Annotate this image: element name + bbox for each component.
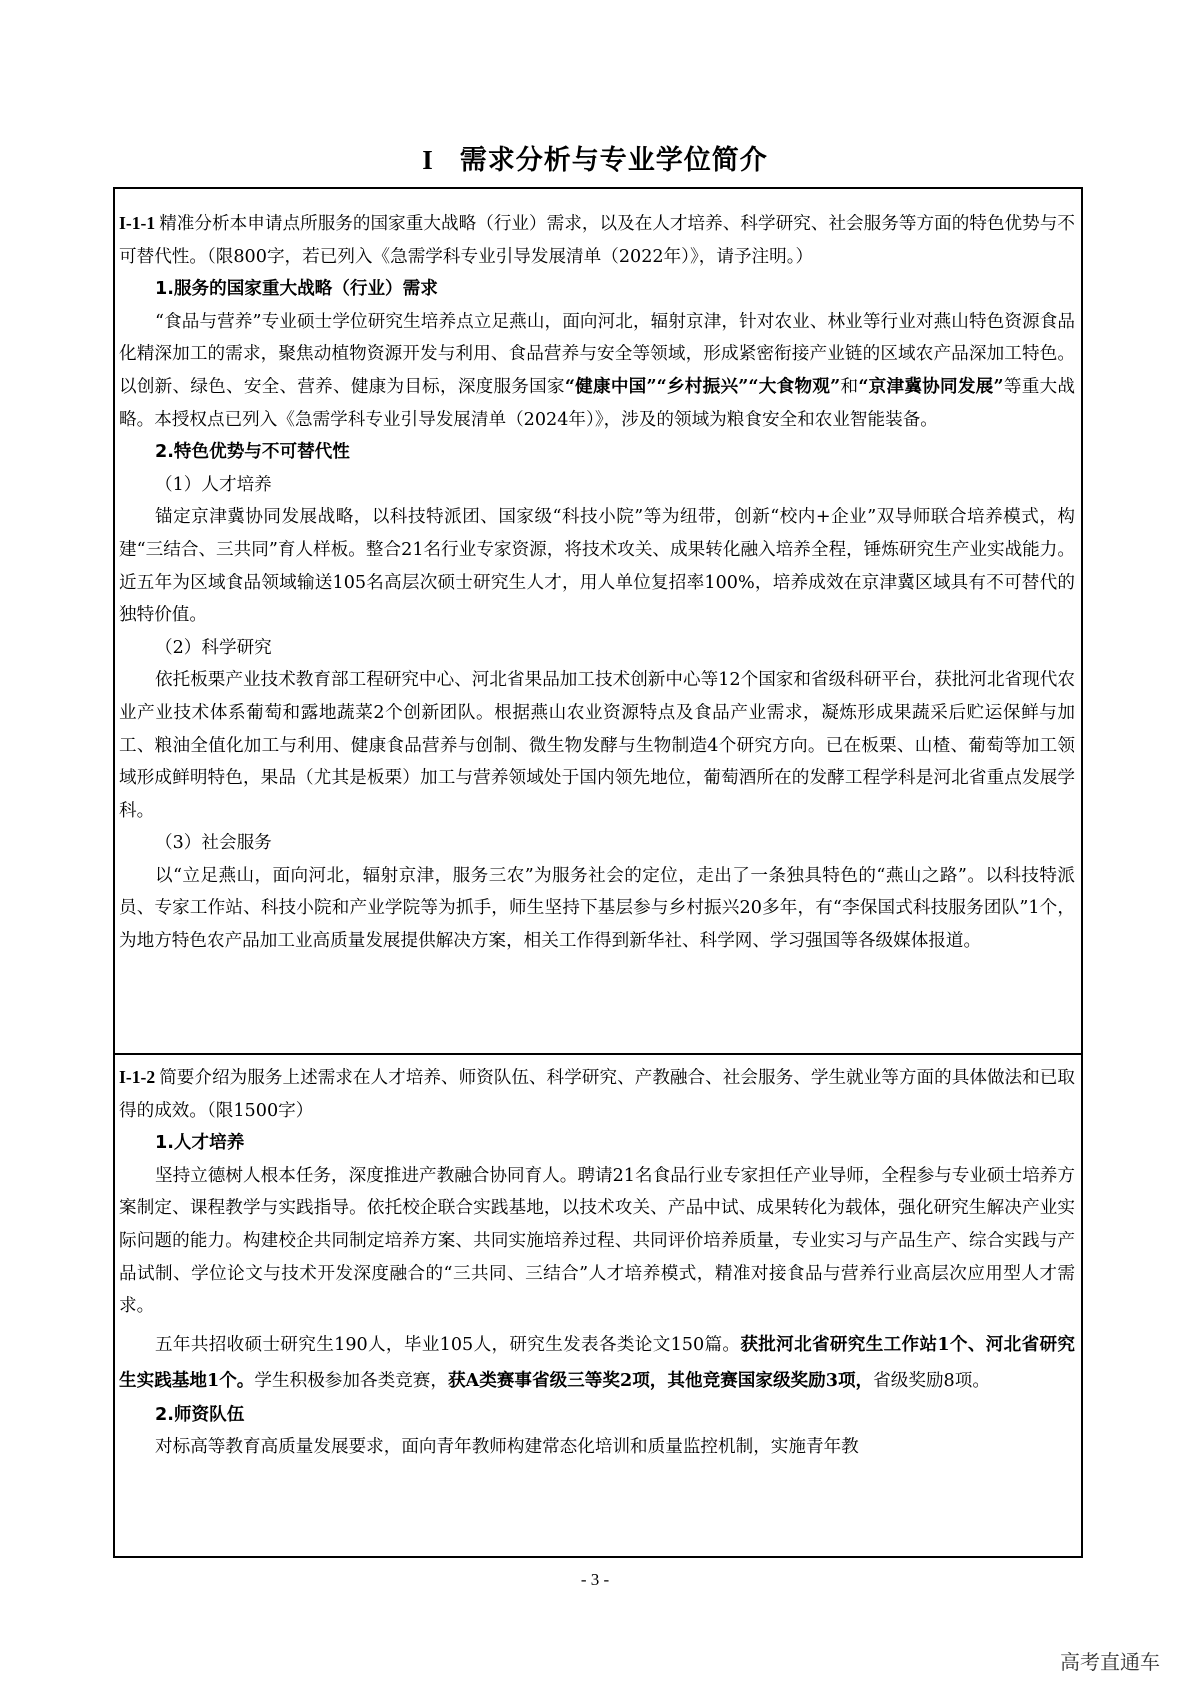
sub-subheading: （1）人才培养 <box>155 474 272 495</box>
subheading: 2.师资队伍 <box>155 1404 245 1425</box>
subheading: 1.服务的国家重大战略（行业）需求 <box>155 279 438 300</box>
section-prompt: I-1-1 精准分析本申请点所服务的国家重大战略（行业）需求，以及在人才培养、科学研究、社会服务等方面的特色优势与不可替代性。（限800字，若已列入《急需学科专业引导发展清单（2022年）》，请予注明。） <box>119 213 1075 267</box>
section-code: I-1-2 <box>119 1067 156 1087</box>
paragraph: 坚持立德树人根本任务，深度推进产教融合协同育人。聘请21名食品行业专家担任产业导师，全程参与专业硕士培养方案制定、课程教学与实践指导。依托校企联合实践基地，以技术攻关、产品中试、成果转化为载体，强化研究生解决产业实际问题的能力。构建校企共同制定培养方案、共同实施培养过程、共同评价培养质量，专业实习与产品生产、综合实践与产品试制、学位论文与技术开发深度融合的“三共同、三结合”人才培养模式，精准对接食品与营养行业高层次应用型人才需求。 <box>119 1165 1075 1317</box>
paragraph: 五年共招收硕士研究生190人，毕业105人，研究生发表各类论文150篇。获批河北省研究生工作站1个、河北省研究生实践基地1个。学生积极参加各类竞赛，获A类赛事省级三等奖2项，其他竞赛国家级奖励3项，省级奖励8项。 <box>119 1333 1075 1391</box>
page-title <box>0 138 1190 177</box>
page-number: - 3 - <box>580 1570 610 1589</box>
subheading: 2.特色优势与不可替代性 <box>155 442 350 463</box>
watermark: 高考直通车 <box>1060 1650 1160 1674</box>
sub-subheading: （2）科学研究 <box>155 637 272 658</box>
sub-subheading: （3）社会服务 <box>155 833 272 854</box>
section-i-1-2-box <box>113 1055 1083 1558</box>
section-number: I <box>422 145 434 175</box>
paragraph: 锚定京津冀协同发展战略，以科技特派团、国家级“科技小院”等为纽带，创新“校内+企业”双导师联合培养模式，构建“三结合、三共同”育人样板。整合21名行业专家资源，将技术攻关、成果转化融入培养全程，锤炼研究生产业实战能力。近五年为区域食品领域输送105名高层次硕士研究生人才，用人单位复招率100%，培养成效在京津冀区域具有不可替代的独特价值。 <box>119 507 1075 626</box>
paragraph: 依托板栗产业技术教育部工程研究中心、河北省果品加工技术创新中心等12个国家和省级科研平台，获批河北省现代农业产业技术体系葡萄和露地蔬菜2个创新团队。根据燕山农业资源特点及食品产业需求，凝炼形成果蔬采后贮运保鲜与加工、粮油全值化加工与利用、健康食品营养与创制、微生物发酵与生物制造4个研究方向。已在板栗、山楂、葡萄等加工领域形成鲜明特色，果品（尤其是板栗）加工与营养领域处于国内领先地位，葡萄酒所在的发酵工程学科是河北省重点发展学科。 <box>119 670 1075 821</box>
paragraph: “食品与营养”专业硕士学位研究生培养点立足燕山，面向河北，辐射京津，针对农业、林业等行业对燕山特色资源食品化精深加工的需求，聚焦动植物资源开发与利用、食品营养与安全等领域，形成紧密衔接产业链的区域农产品深加工特色。以创新、绿色、安全、营养、健康为目标，深度服务国家“健康中国”“乡村振兴”“大食物观”和“京津冀协同发展”等重大战略。本授权点已列入《急需学科专业引导发展清单（2024年）》，涉及的领域为粮食安全和农业智能装备。 <box>119 311 1075 430</box>
section-prompt: I-1-2 简要介绍为服务上述需求在人才培养、师资队伍、科学研究、产教融合、社会服务、学生就业等方面的具体做法和已取得的成效。（限1500字） <box>119 1067 1075 1121</box>
section-code: I-1-1 <box>119 213 156 233</box>
subheading: 1.人才培养 <box>155 1133 245 1154</box>
paragraph: 对标高等教育高质量发展要求，面向青年教师构建常态化培训和质量监控机制，实施青年教 <box>155 1437 859 1458</box>
section-title: 需求分析与专业学位简介 <box>459 145 768 176</box>
section-i-1-1-box <box>113 187 1083 1055</box>
paragraph: 以“立足燕山，面向河北，辐射京津，服务三农”为服务社会的定位，走出了一条独具特色的“燕山之路”。以科技特派员、专家工作站、科技小院和产业学院等为抓手，师生坚持下基层参与乡村振兴20多年，有“李保国式科技服务团队”1个，为地方特色农产品加工业高质量发展提供解决方案，相关工作得到新华社、科学网、学习强国等各级媒体报道。 <box>119 865 1075 952</box>
